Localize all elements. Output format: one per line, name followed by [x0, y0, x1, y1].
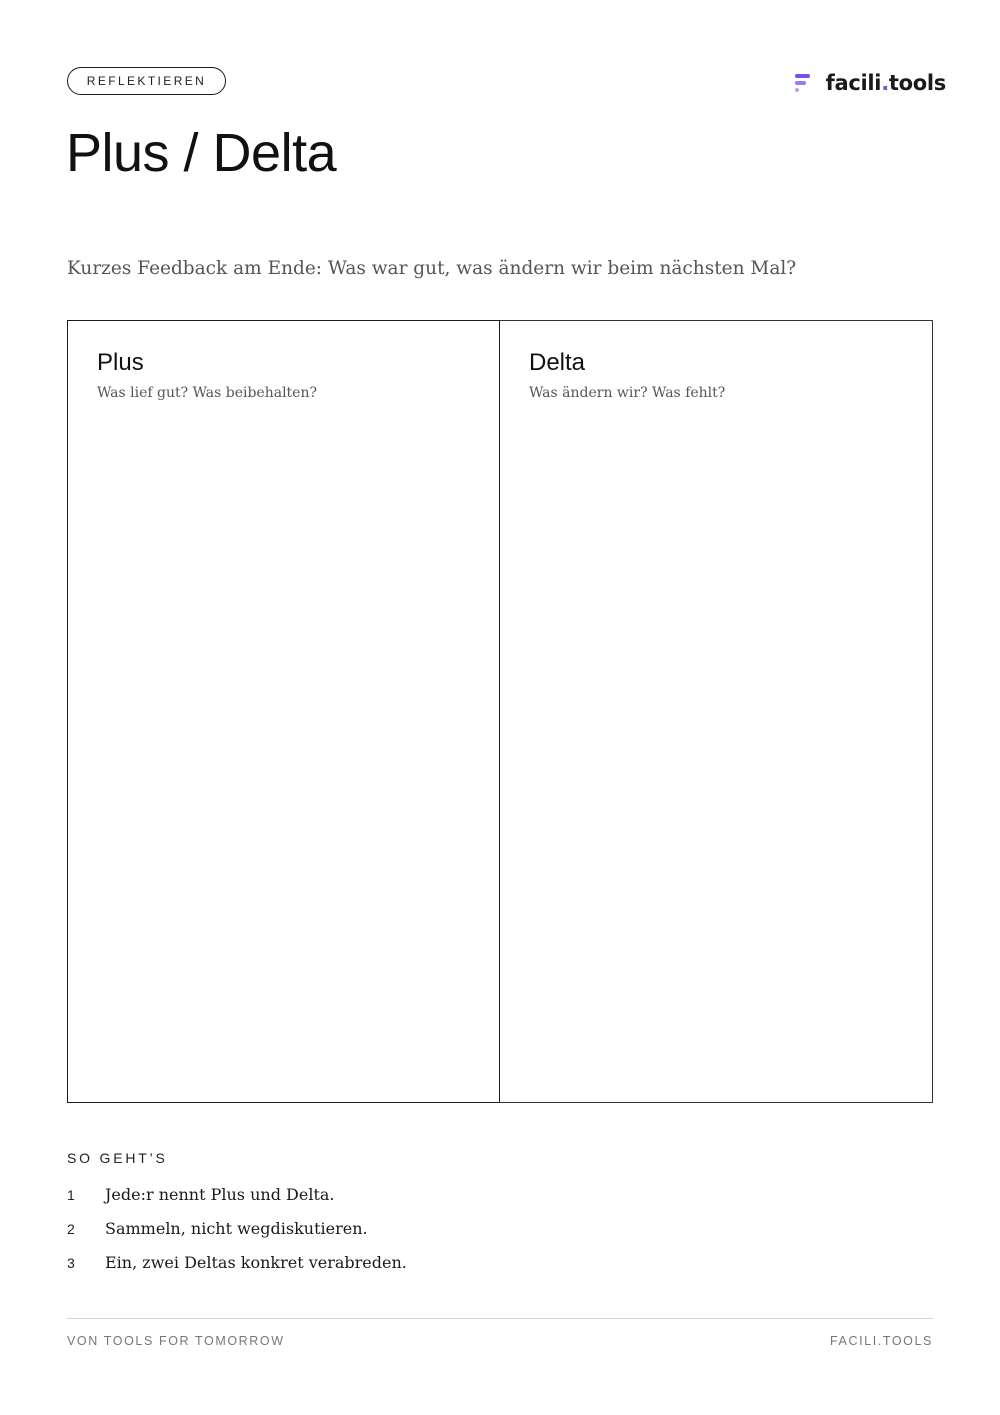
footer-site[interactable]: FACILI.TOOLS — [829, 1334, 933, 1348]
intro-text: Kurzes Feedback am Ende: Was war gut, was ändern wir beim nächsten Mal? — [67, 258, 797, 279]
steps-list — [67, 1185, 407, 1287]
plus-column-hint: Was lief gut? Was beibehalten? — [97, 385, 317, 401]
steps-heading: SO GEHT’S — [67, 1150, 168, 1166]
step-text: Jede:r nennt Plus und Delta. — [105, 1185, 335, 1204]
footer-divider — [67, 1318, 933, 1319]
step-item — [67, 1185, 407, 1219]
footer-credit: VON TOOLS FOR TOMORROW — [67, 1334, 285, 1348]
delta-column-title: Delta — [529, 349, 586, 376]
brand-name-suffix: tools — [888, 71, 946, 95]
brand-name-dot: . — [881, 71, 889, 95]
category-badge: REFLEKTIEREN — [67, 67, 226, 95]
step-number: 3 — [67, 1255, 75, 1271]
step-item — [67, 1219, 407, 1253]
brand-name-prefix: facili — [825, 71, 882, 95]
plus-column-title: Plus — [97, 349, 144, 376]
page-title: Plus / Delta — [66, 123, 337, 183]
plus-column[interactable] — [67, 320, 500, 1103]
delta-column-hint: Was ändern wir? Was fehlt? — [529, 385, 726, 401]
step-text: Ein, zwei Deltas konkret verabreden. — [105, 1253, 407, 1272]
step-text: Sammeln, nicht wegdiskutieren. — [105, 1219, 368, 1238]
delta-column[interactable] — [500, 320, 933, 1103]
brand-logo — [794, 70, 946, 96]
step-number: 1 — [67, 1187, 75, 1203]
brand-logo-mark-icon — [794, 72, 812, 94]
brand-name — [826, 71, 946, 95]
step-number: 2 — [67, 1221, 75, 1237]
plus-delta-board — [67, 320, 933, 1103]
step-item — [67, 1253, 407, 1287]
